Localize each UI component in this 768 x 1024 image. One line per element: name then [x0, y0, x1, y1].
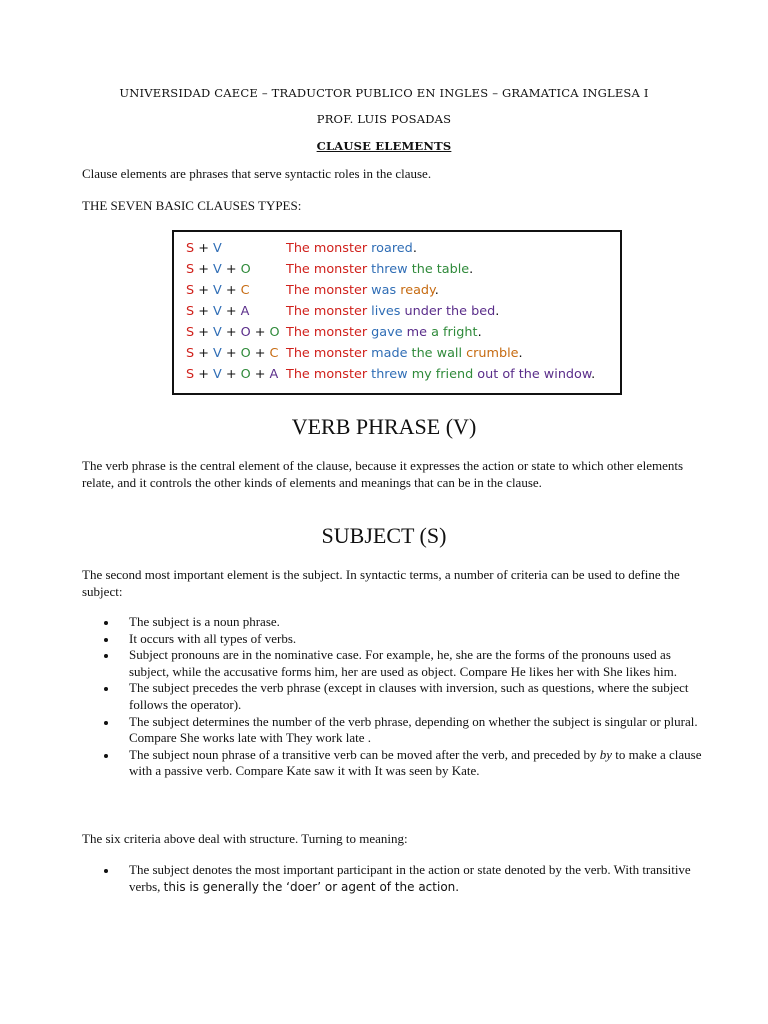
clause-example: The monster threw my friend out of the window.: [286, 367, 596, 382]
clause-formula: S + V + O + O: [186, 325, 280, 340]
list-item: The subject determines the number of the verb phrase, depending on whether the subject is singular or plural. Compare She works late with They work late .: [104, 714, 704, 747]
clause-formula: S + V: [186, 241, 222, 256]
header-university: UNIVERSIDAD CAECE – TRADUCTOR PUBLICO EN INGLES – GRAMATICA INGLESA I: [119, 86, 649, 100]
clause-example: The monster roared.: [286, 241, 417, 256]
clause-types-heading: THE SEVEN BASIC CLAUSES TYPES:: [82, 198, 302, 213]
list-item: The subject precedes the verb phrase (except in clauses with inversion, such as questions, where the subject follows the operator).: [104, 680, 704, 713]
document-title: CLAUSE ELEMENTS: [316, 139, 452, 153]
meaning-list: [104, 862, 704, 895]
subject-intro-paragraph: The second most important element is the subject. In syntactic terms, a number of criteria can be used to define the subject:: [82, 567, 680, 599]
clause-example: The monster threw the table.: [286, 262, 474, 277]
list-item: It occurs with all types of verbs.: [104, 631, 704, 648]
bullet-icon: [104, 654, 108, 658]
list-item: Subject pronouns are in the nominative case. For example, he, she are the forms of the pronouns used as subject, while the accusative forms him, her are used as object. Compare He likes her with She likes him.: [104, 647, 704, 680]
verb-phrase-paragraph: The verb phrase is the central element of the clause, because it expresses the action or state to which other elements relate, and it controls the other kinds of elements and meanings that can be in the clause.: [82, 458, 684, 490]
bullet-icon: [104, 721, 108, 725]
bullet-icon: [104, 621, 108, 625]
subject-heading: SUBJECT (S): [321, 523, 447, 548]
clause-types-table: [172, 230, 622, 395]
verb-phrase-heading: VERB PHRASE (V): [291, 414, 477, 439]
subject-criteria-list: [104, 614, 704, 780]
clause-formula: S + V + O: [186, 262, 251, 277]
intro-paragraph: Clause elements are phrases that serve syntactic roles in the clause.: [82, 166, 432, 181]
clause-formula: S + V + O + A: [186, 367, 279, 382]
list-item: The subject denotes the most important participant in the action or state denoted by the verb. With transitive verbs, this is generally the ‘doer’ or agent of the action.: [104, 862, 704, 895]
list-item: The subject noun phrase of a transitive verb can be moved after the verb, and preceded by by to make a clause with a passive verb. Compare Kate saw it with It was seen by Kate.: [104, 747, 704, 780]
list-item: The subject is a noun phrase.: [104, 614, 704, 631]
clause-example: The monster lives under the bed.: [286, 304, 500, 319]
bullet-icon: [104, 754, 108, 758]
bullet-icon: [104, 869, 108, 873]
header-professor: PROF. LUIS POSADAS: [316, 112, 452, 126]
bullet-icon: [104, 638, 108, 642]
clause-example: The monster gave me a fright.: [286, 325, 482, 340]
clause-formula: S + V + C: [186, 283, 250, 298]
clause-example: The monster was ready.: [286, 283, 439, 298]
bullet-icon: [104, 687, 108, 691]
meaning-intro-paragraph: The six criteria above deal with structure. Turning to meaning:: [82, 831, 408, 846]
clause-formula: S + V + O + C: [186, 346, 279, 361]
clause-example: The monster made the wall crumble.: [286, 346, 523, 361]
clause-formula: S + V + A: [186, 304, 250, 319]
